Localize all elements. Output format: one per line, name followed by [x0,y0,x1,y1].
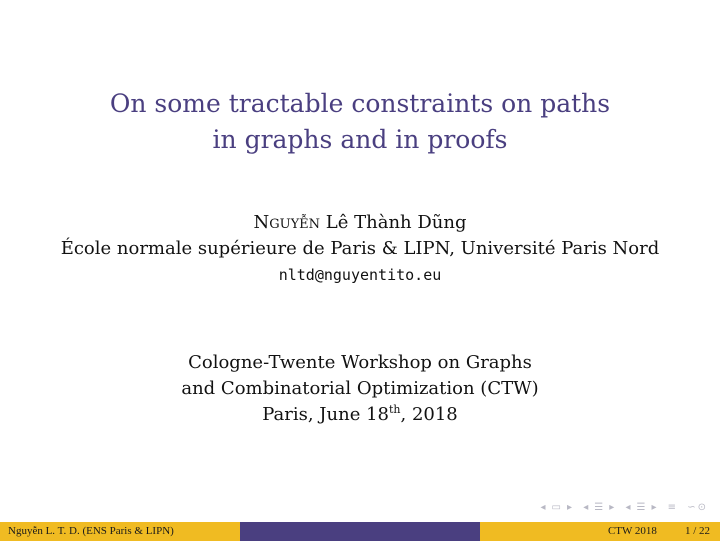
footer-page-number: 1 / 22 [684,525,710,537]
beamer-navigation-symbols [537,502,708,513]
author-given-names: Lê Thành Dũng [325,212,467,233]
nav-frame-icon[interactable]: ▭ [551,502,563,513]
nav-next-subsection-icon[interactable]: ▸ [651,502,659,513]
title-line-2: in graphs and in proofs [212,125,508,154]
author-name [0,210,720,236]
nav-prev-subsection-icon[interactable]: ◂ [625,502,633,513]
nav-search-icon[interactable]: ∽⊙ [687,502,708,513]
author-block [0,210,720,288]
nav-next-frame-icon[interactable]: ▸ [567,502,575,513]
author-email[interactable]: nltd@nguyentito.eu [278,266,442,284]
slide-title [0,86,720,158]
event-date [0,402,720,428]
slide-footer [0,522,720,541]
nav-subsection-icon[interactable]: ☰ [636,502,648,513]
nav-align-icon[interactable]: ≡ [667,502,679,513]
nav-prev-frame-icon[interactable]: ◂ [540,502,548,513]
nav-section-icon[interactable]: ☰ [594,502,606,513]
footer-right [480,522,720,541]
footer-title-bar [240,522,480,541]
title-line-1: On some tractable constraints on paths [109,89,611,118]
event-date-superscript: th [388,403,401,416]
author-surname: Nguyễn [253,212,321,233]
event-date-suffix: , 2018 [400,404,458,425]
footer-author: Nguyễn L. T. D. (ENS Paris & LIPN) [0,522,240,541]
nav-prev-section-icon[interactable]: ◂ [583,502,591,513]
author-affiliation: École normale supérieure de Paris & LIPN, Université Paris Nord [60,238,660,259]
event-line-2: and Combinatorial Optimization (CTW) [181,378,539,399]
event-line-1: Cologne-Twente Workshop on Graphs [188,352,532,373]
event-block [0,350,720,428]
event-date-prefix: Paris, June 18 [262,404,389,425]
nav-next-section-icon[interactable]: ▸ [609,502,617,513]
footer-conference: CTW 2018 [607,525,657,537]
